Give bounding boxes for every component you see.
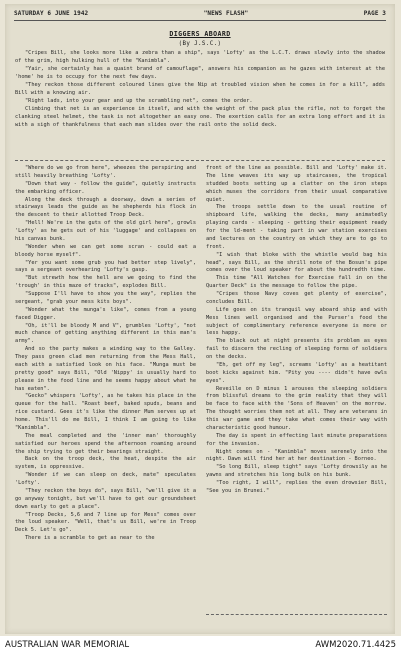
column-paragraph: "Oh, it'll be bloody M and V", grumbles 'Lofty', "not much chance of getting anything different in this man's army".	[15, 322, 196, 345]
column-paragraph: front of the line as possible. Bill and 'Lofty' make it. The line weaves its way up staircases, the tropical studded boots setting up a clatter on the iron steps which muses the corridors from their usual comparative quiet.	[206, 165, 387, 203]
masthead-paper-name: "NEWS FLASH"	[203, 9, 249, 17]
column-paragraph: There is a scramble to get as near to the	[25, 535, 155, 542]
column-paragraph: This time "All Watches for Exercise fall in on the Quarter Deck" is the message to follow the pipe.	[206, 275, 387, 290]
column-paragraph: "I wish that bloke with the whistle would bag his head", says Bill, as the shrill note of the Bosun's pipe comes over the loud speaker for about the hundredth time.	[206, 251, 387, 274]
intro-section	[15, 50, 385, 130]
column-paragraph: And so the party makes a winding way to the Galley. They pass green clad men returning from the Mess Hall, each with a satisfied look on his face. "Munga must be pretty good" says Bill, "Old 'Nippy' is usually hard to please in the food line and he seems happy about what he has eaten".	[15, 346, 196, 392]
column-paragraph: "Wonder if we can sleep on deck, mate" speculates 'Lofty'.	[15, 472, 196, 486]
intro-paragraph: "Yair, she certainly has a quaint brand of camouflage", answers his companion as he gazes with interest at the 'home' he is to occupy for the next few days.	[15, 65, 385, 80]
column-paragraph: Life goes on its tranquil way aboard ship and with Mess lines well organised and the Purser's food the subject of complimentary reference everyone is more or less happy.	[206, 306, 387, 337]
column-paragraph: "Suppose I'll have to show you the way", replies the sergeant, "grab your mess kits boys".	[15, 291, 196, 305]
section-divider	[15, 160, 385, 161]
intro-paragraph: "They reckon those different coloured lines give the Nip at troubled vision when he comes in for a kill", adds Bill with a knowing air.	[15, 81, 385, 96]
masthead-page-number: PAGE 3	[363, 9, 386, 17]
intro-paragraph: "Right lads, into your gear and up the scrambling net", comes the order.	[25, 97, 253, 104]
column-paragraph: The troops settle down to the usual routine of shipboard life, walking the decks, many animatedly playing cards - sleeping - getting their equipment ready for the ld-ment - taking part in war station exercises and lectures on the country on which they are to go to front.	[206, 204, 387, 250]
column-paragraph: "Too right, I will", replies the even drowsier Bill, "See you in Brunei."	[206, 480, 387, 494]
column-paragraph: "But strewth how the hell are we going to find the 'trough' in this maze of tracks", explodes Bill.	[15, 275, 196, 290]
column-paragraph: The day is spent in effecting last minute preparations for the invasion.	[206, 432, 387, 447]
column-paragraph: "Hell! We're in the guts of the old girl here", growls 'Lofty' as he gets out of his 'luggage' and collapses on his canvas bunk.	[15, 220, 196, 242]
column-paragraph: "Where do we go from here", wheezes the perspiring and still heavily breathing 'Lofty'.	[15, 165, 196, 179]
column-paragraph: Night comes on - "Kanimbla" moves serenely into the night. Dawn will find her at her destination - Borneo.	[206, 448, 387, 463]
column-paragraph: The black out at night presents its problem as eyes fail to discern the recling of sleeping forms of soldiers on the decks.	[206, 338, 387, 360]
column-paragraph: Back on the troop deck, the heat, despite the air system, is oppressive.	[15, 456, 196, 471]
column-paragraph: "Troop Decks, 5,6 and 7 line up for Mess" comes over the loud speaker. "Well, that's us Bill, we're in Troop Deck 5. Let's go".	[15, 511, 196, 534]
column-paragraph: "Yer you want some grub you had better step lively", says a sergeant overhearing 'Lofty's gasp.	[15, 259, 196, 274]
intro-paragraph: "Cripes Bill, she looks more like a zebra than a ship", says 'Lofty' as the L.C.T. draws slowly into the shadow of the grim, high hulking hull of the "Kanimbla".	[15, 50, 385, 64]
article-byline: (By J.S.C.)	[178, 41, 222, 47]
column-paragraph: "Wonder what the munga's like", comes from a young faced Digger.	[15, 306, 196, 321]
column-paragraph: "Wonder when we can get some scran - could eat a bloody horse myself".	[15, 243, 196, 258]
column-paragraph: "They reckon the boys do", says Bill, "we'll give it a go anyway tonight, but we'll have to get our groundsheet down early to get a place".	[15, 487, 196, 510]
column-paragraph: "Cripes those Navy coves get plenty of exercise", concludes Bill.	[206, 291, 387, 305]
article-title: DIGGERS ABOARD	[169, 30, 231, 38]
right-column	[206, 165, 387, 617]
column-paragraph: Reveille on D minus 1 arouses the sleeping soldiers from blissful dreams to the grim reality that they will be face to face with the 'Sons of Heaven' on the morrow. The thought worries them not at all. They are veterans in this war game and they take what comes their way with characteristic good humour.	[206, 385, 387, 431]
archive-caption-bar	[0, 636, 401, 653]
article-heading	[5, 30, 395, 47]
column-paragraph: "So long Bill, sleep tight" says 'Lofty drowsily as he yawns and stretches his long bulk on his bunk.	[206, 464, 387, 479]
column-paragraph: The meal completed and the 'inner man' thoroughly satisfied our heroes spend the afternoon roaming around the ship trying to get their bearings straight.	[15, 432, 196, 455]
left-column	[15, 165, 196, 617]
masthead	[14, 8, 386, 21]
article-end-rule	[206, 614, 387, 615]
column-paragraph: "Eh, get off my leg", screams 'Lofty' as a heatitant boot kicks against him. "Pity you ---- didn't have owls eyes".	[206, 361, 387, 384]
intro-paragraph: Climbing that net is an experience in itself, and with the weight of the pack plus the rifle, not to forget the clanking steel helmet, the task is not altogether an easy one. The exertion calls for an extra long effort and it is with a sigh of thankfulness that each man slides over the rail onto the solid deck.	[15, 105, 385, 128]
archive-institution: AUSTRALIAN WAR MEMORIAL	[5, 639, 130, 650]
column-paragraph: Along the deck through a doorway, down a series of stairways leads the guide as he shepherds his flock in the descent to their allotted Troop Deck.	[15, 196, 196, 219]
newsletter-page	[5, 4, 395, 634]
column-paragraph: "Down that way - follow the guide", quietly instructs the embarking officer.	[15, 180, 196, 195]
column-paragraph: "Gecko" whispers 'Lofty', as he takes his place in the queue for the hall. "Roast beef, baked spuds, beans and rice custard. Gees it's like the dinner Mum serves up at home. This'll do me Bill, I think I am going to like "Kanimbla".	[15, 393, 196, 431]
masthead-date: SATURDAY 6 JUNE 1942	[14, 9, 89, 17]
archive-accession-number: AWM2020.71.4425	[315, 639, 396, 650]
